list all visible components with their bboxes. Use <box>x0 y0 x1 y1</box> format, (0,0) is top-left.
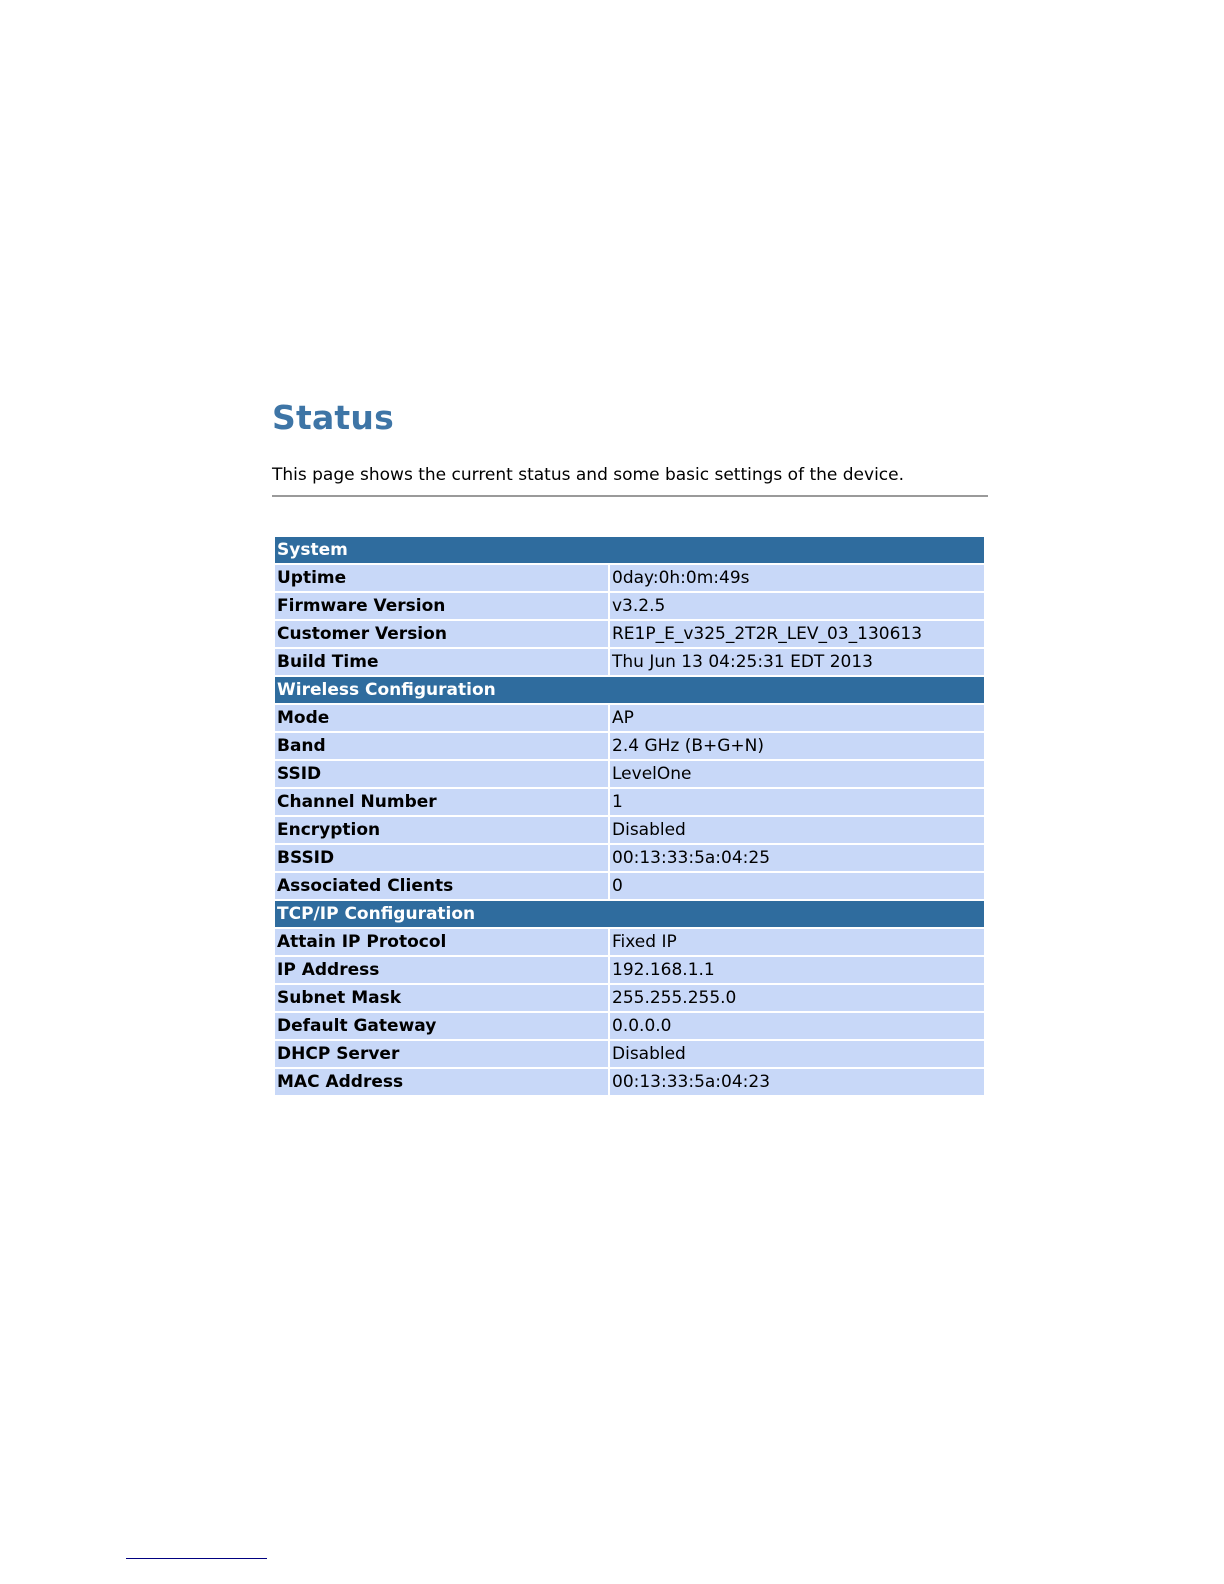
table-row <box>275 1041 984 1067</box>
row-value-firmware-version: v3.2.5 <box>610 593 984 619</box>
table-row <box>275 621 984 647</box>
table-row <box>275 1069 984 1095</box>
row-label-build-time: Build Time <box>275 649 608 675</box>
section-header-label: System <box>275 537 984 563</box>
table-row <box>275 1013 984 1039</box>
row-value-associated-clients: 0 <box>610 873 984 899</box>
row-label-attain-ip-protocol: Attain IP Protocol <box>275 929 608 955</box>
table-row <box>275 845 984 871</box>
row-value-channel-number: 1 <box>610 789 984 815</box>
row-value-ssid: LevelOne <box>610 761 984 787</box>
table-row <box>275 957 984 983</box>
row-value-mode: AP <box>610 705 984 731</box>
row-label-ip-address: IP Address <box>275 957 608 983</box>
page-description: This page shows the current status and some basic settings of the device. <box>272 465 905 485</box>
table-row <box>275 593 984 619</box>
footnote-divider <box>126 1558 267 1559</box>
table-row <box>275 789 984 815</box>
table-row <box>275 985 984 1011</box>
row-value-mac-address: 00:13:33:5a:04:23 <box>610 1069 984 1095</box>
section-header-tcpip <box>275 901 984 927</box>
row-value-bssid: 00:13:33:5a:04:25 <box>610 845 984 871</box>
section-header-label: TCP/IP Configuration <box>275 901 984 927</box>
row-value-default-gateway: 0.0.0.0 <box>610 1013 984 1039</box>
row-label-encryption: Encryption <box>275 817 608 843</box>
table-row <box>275 649 984 675</box>
section-header-system <box>275 537 984 563</box>
row-label-firmware-version: Firmware Version <box>275 593 608 619</box>
page-title: Status <box>272 398 394 437</box>
row-label-mode: Mode <box>275 705 608 731</box>
row-label-bssid: BSSID <box>275 845 608 871</box>
row-value-uptime: 0day:0h:0m:49s <box>610 565 984 591</box>
status-table <box>273 535 986 1097</box>
row-value-attain-ip-protocol: Fixed IP <box>610 929 984 955</box>
table-row <box>275 565 984 591</box>
section-header-wireless <box>275 677 984 703</box>
table-row <box>275 733 984 759</box>
row-value-customer-version: RE1P_E_v325_2T2R_LEV_03_130613 <box>610 621 984 647</box>
table-row <box>275 817 984 843</box>
table-row <box>275 705 984 731</box>
row-value-encryption: Disabled <box>610 817 984 843</box>
row-label-default-gateway: Default Gateway <box>275 1013 608 1039</box>
row-value-build-time: Thu Jun 13 04:25:31 EDT 2013 <box>610 649 984 675</box>
row-label-subnet-mask: Subnet Mask <box>275 985 608 1011</box>
row-label-ssid: SSID <box>275 761 608 787</box>
row-value-subnet-mask: 255.255.255.0 <box>610 985 984 1011</box>
status-page <box>272 395 988 1097</box>
row-label-channel-number: Channel Number <box>275 789 608 815</box>
row-value-band: 2.4 GHz (B+G+N) <box>610 733 984 759</box>
row-value-dhcp-server: Disabled <box>610 1041 984 1067</box>
row-label-uptime: Uptime <box>275 565 608 591</box>
row-label-band: Band <box>275 733 608 759</box>
table-row <box>275 929 984 955</box>
divider <box>272 495 988 497</box>
row-value-ip-address: 192.168.1.1 <box>610 957 984 983</box>
table-row <box>275 873 984 899</box>
section-header-label: Wireless Configuration <box>275 677 984 703</box>
table-row <box>275 761 984 787</box>
row-label-dhcp-server: DHCP Server <box>275 1041 608 1067</box>
row-label-associated-clients: Associated Clients <box>275 873 608 899</box>
row-label-customer-version: Customer Version <box>275 621 608 647</box>
row-label-mac-address: MAC Address <box>275 1069 608 1095</box>
